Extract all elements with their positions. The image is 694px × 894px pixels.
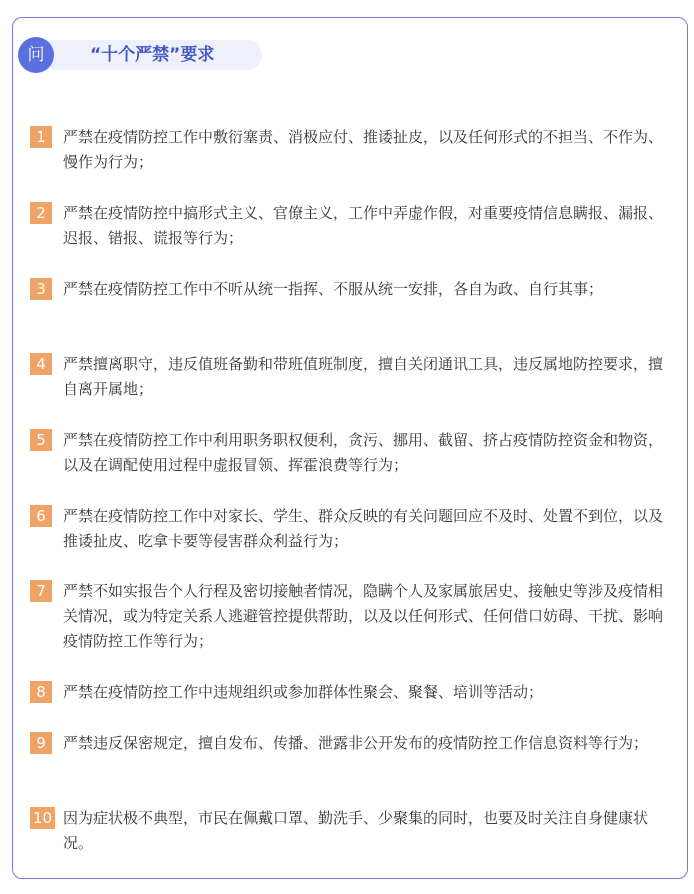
- list-item: [30, 352, 675, 402]
- question-badge: 问: [18, 37, 54, 73]
- item-number-badge: 2: [30, 202, 52, 224]
- list-item: [30, 731, 675, 756]
- list-item: [30, 277, 675, 302]
- section-header: [18, 37, 262, 73]
- list-item: [30, 806, 675, 856]
- item-text: 严禁在疫情防控工作中对家长、学生、群众反映的有关问题回应不及时、处置不到位，以及推诿扯皮、吃拿卡要等侵害群众利益行为；: [63, 507, 664, 550]
- item-text: 严禁在疫情防控工作中敷衍塞责、消极应付、推诿扯皮，以及任何形式的不担当、不作为、慢作为行为；: [63, 128, 664, 171]
- item-text: 严禁在疫情防控工作中不听从统一指挥、不服从统一安排，各自为政、自行其事；: [63, 280, 604, 298]
- list-item: [30, 125, 675, 175]
- item-text: 因为症状极不典型，市民在佩戴口罩、勤洗手、少聚集的同时，也要及时关注自身健康状况。: [63, 809, 649, 852]
- item-text: 严禁违反保密规定，擅自发布、传播、泄露非公开发布的疫情防控工作信息资料等行为；: [63, 734, 649, 752]
- item-number-badge: 5: [30, 429, 52, 451]
- section-title: “十个严禁”要求: [90, 45, 215, 65]
- list-item: [30, 504, 675, 554]
- item-number-badge: 1: [30, 126, 52, 148]
- item-number-badge: 10: [30, 807, 55, 829]
- list-item: [30, 428, 675, 478]
- item-text: 严禁擅离职守，违反值班备勤和带班值班制度，擅自关闭通讯工具，违反属地防控要求，擅自离开属地；: [63, 355, 664, 398]
- item-number-badge: 7: [30, 580, 52, 602]
- item-number-badge: 6: [30, 505, 52, 527]
- list-item: [30, 579, 675, 654]
- item-number-badge: 4: [30, 353, 52, 375]
- item-text: 严禁在疫情防控工作中利用职务职权便利，贪污、挪用、截留、挤占疫情防控资金和物资，以及在调配使用过程中虚报冒领、挥霍浪费等行为；: [63, 431, 664, 474]
- list-item: [30, 201, 675, 251]
- list-item: [30, 680, 675, 705]
- item-text: 严禁在疫情防控工作中违规组织或参加群体性聚会、聚餐、培训等活动；: [63, 683, 544, 701]
- item-number-badge: 8: [30, 681, 52, 703]
- item-text: 严禁不如实报告个人行程及密切接触者情况，隐瞒个人及家属旅居史、接触史等涉及疫情相关情况，或为特定关系人逃避管控提供帮助，以及以任何形式、任何借口妨碍、干扰、影响疫情防控工作等行为；: [63, 582, 664, 650]
- item-number-badge: 3: [30, 278, 52, 300]
- item-number-badge: 9: [30, 732, 52, 754]
- item-text: 严禁在疫情防控中搞形式主义、官僚主义，工作中弄虚作假，对重要疫情信息瞒报、漏报、迟报、错报、谎报等行为；: [63, 204, 664, 247]
